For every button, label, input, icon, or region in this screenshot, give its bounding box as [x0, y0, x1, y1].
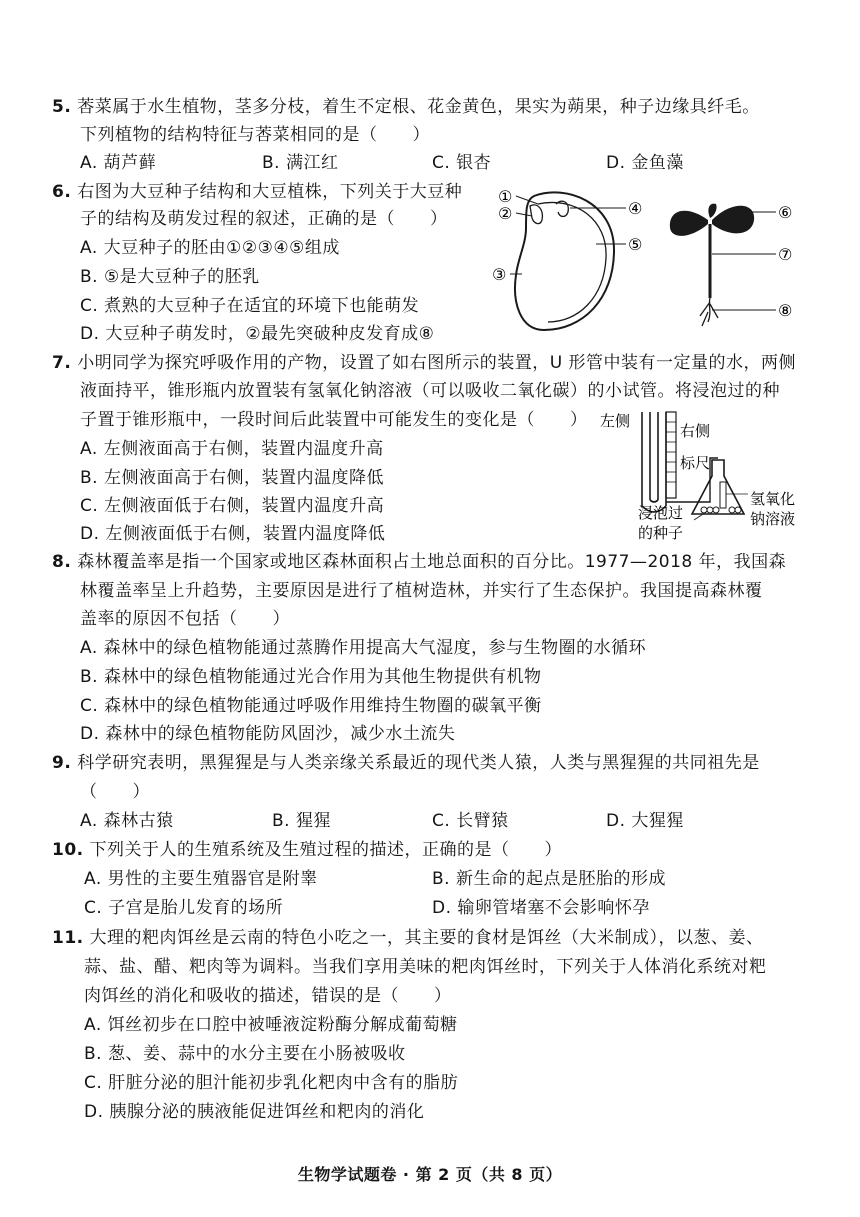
- q10-option-d: D. 输卵管堵塞不会影响怀孕: [432, 898, 650, 918]
- apparatus-left-label: 左侧: [600, 412, 631, 430]
- q8-line-2: 林覆盖率呈上升趋势，主要原因是进行了植树造林，并实行了生态保护。我国提高森林覆: [80, 581, 763, 601]
- q5-line-1: [52, 96, 760, 118]
- apparatus-seed-label-2: 的种子: [638, 524, 684, 542]
- q5-option-d: D. 金鱼藻: [606, 153, 684, 173]
- q9-number: 9.: [52, 753, 72, 773]
- q5-number: 5.: [52, 97, 72, 117]
- soybean-figure: [486, 180, 806, 340]
- q8-line-3: 盖率的原因不包括（ ）: [80, 609, 290, 629]
- q10-option-b: B. 新生命的起点是胚胎的形成: [432, 869, 666, 889]
- q9-option-a: A. 森林古猿: [80, 811, 174, 831]
- q8-line-1: [52, 551, 786, 573]
- seed-label-4: ④: [628, 199, 643, 218]
- apparatus-naoh-label-1: 氢氧化: [750, 490, 796, 508]
- plant-label-7: ⑦: [778, 245, 793, 264]
- q7-text-1: 小明同学为探究呼吸作用的产物，设置了如右图所示的装置，U 形管中装有一定量的水，两侧: [77, 353, 797, 373]
- plant-label-8: ⑧: [778, 301, 793, 320]
- plant-label-6: ⑥: [778, 203, 793, 222]
- seed-cotyledon-line: [538, 202, 606, 322]
- q5-text-1: 莕菜属于水生植物，茎多分枝，着生不定根、花金黄色，果实为蒴果，种子边缘具纤毛。: [77, 97, 760, 117]
- seed-embryo: [530, 205, 542, 224]
- q8-option-d: D. 森林中的绿色植物能防风固沙，减少水土流失: [80, 724, 456, 744]
- q11-number: 11.: [52, 928, 84, 948]
- seed-coat-outline: [515, 192, 614, 330]
- q6-option-b: B. ⑤是大豆种子的胚乳: [80, 267, 260, 287]
- q11-text-1: 大理的粑肉饵丝是云南的特色小吃之一，其主要的食材是饵丝（大米制成），以葱、姜、: [89, 928, 764, 948]
- q9-option-d: D. 大猩猩: [606, 811, 684, 831]
- q9-line-2: （ ）: [80, 782, 150, 802]
- plant-small-leaf: [708, 204, 716, 218]
- q11-option-d: D. 胰腺分泌的胰液能促进饵丝和粑肉的消化: [84, 1102, 425, 1122]
- q6-option-d: D. 大豆种子萌发时，②最先突破种皮发育成⑧: [80, 324, 435, 344]
- apparatus-right-label: 右侧: [680, 422, 711, 440]
- q5-option-c: C. 银杏: [432, 153, 492, 173]
- q11-option-a: A. 饵丝初步在口腔中被唾液淀粉酶分解成葡萄糖: [84, 1015, 458, 1035]
- q8-option-b: B. 森林中的绿色植物能通过光合作用为其他生物提供有机物: [80, 667, 542, 687]
- q9-option-c: C. 长臂猿: [432, 811, 509, 831]
- q11-option-b: B. 葱、姜、蒜中的水分主要在小肠被吸收: [84, 1044, 406, 1064]
- q5-line-2: 下列植物的结构特征与莕菜相同的是（ ）: [80, 125, 430, 145]
- q11-line-3: 肉饵丝的消化和吸收的描述，错误的是（ ）: [84, 986, 452, 1006]
- apparatus-seed-label-1: 浸泡过: [638, 504, 684, 522]
- apparatus-naoh-label-2: 钠溶液: [750, 510, 796, 528]
- q8-option-c: C. 森林中的绿色植物能通过呼吸作用维持生物圈的碳氧平衡: [80, 696, 542, 716]
- respiration-apparatus-figure: [600, 408, 810, 542]
- q8-number: 8.: [52, 552, 72, 572]
- ruler: [666, 412, 676, 498]
- q7-option-c: C. 左侧液面低于右侧，装置内温度升高: [80, 496, 385, 516]
- q7-option-a: A. 左侧液面高于右侧，装置内温度升高: [80, 439, 384, 459]
- q5-option-b: B. 满江红: [262, 153, 339, 173]
- seed-label-5: ⑤: [628, 235, 643, 254]
- q6-line-2: 子的结构及萌发过程的叙述，正确的是（ ）: [80, 209, 448, 229]
- q6-text-1: 右图为大豆种子结构和大豆植株，下列关于大豆种: [77, 182, 463, 202]
- q10-option-c: C. 子宫是胎儿发育的场所: [84, 898, 284, 918]
- apparatus-scale-label: 标尺: [680, 454, 711, 472]
- plant-left-leaf: [670, 211, 708, 236]
- q10-option-a: A. 男性的主要生殖器官是附睾: [84, 869, 318, 889]
- seed-label-3: ③: [492, 265, 507, 284]
- q7-line-3: 子置于锥形瓶中，一段时间后此装置中可能发生的变化是（ ）: [80, 410, 588, 430]
- plant-right-leaf: [712, 206, 754, 234]
- q10-text-1: 下列关于人的生殖系统及生殖过程的描述，正确的是（ ）: [89, 840, 563, 860]
- q8-text-1: 森林覆盖率是指一个国家或地区森林面积占土地总面积的百分比。1977—2018 年，我国森: [77, 552, 787, 572]
- q6-option-a: A. 大豆种子的胚由①②③④⑤组成: [80, 238, 340, 258]
- seed-label-2: ②: [498, 204, 513, 223]
- q6-option-c: C. 煮熟的大豆种子在适宜的环境下也能萌发: [80, 296, 420, 316]
- seed-label-1: ①: [498, 187, 513, 206]
- q5-option-a: A. 葫芦藓: [80, 153, 157, 173]
- q9-option-b: B. 猩猩: [272, 811, 331, 831]
- q7-number: 7.: [52, 353, 72, 373]
- q11-option-c: C. 肝脏分泌的胆汁能初步乳化粑肉中含有的脂肪: [84, 1073, 459, 1093]
- q9-text-1: 科学研究表明，黑猩猩是与人类亲缘关系最近的现代类人猿，人类与黑猩猩的共同祖先是: [77, 753, 760, 773]
- q11-line-2: 蒜、盐、醋、粑肉等为调料。当我们享用美味的粑肉饵丝时，下列关于人体消化系统对粑: [84, 957, 767, 977]
- small-test-tube: [720, 482, 726, 508]
- page-footer: 生物学试题卷 · 第 2 页（共 8 页）: [297, 1165, 563, 1184]
- q6-line-1: [52, 181, 462, 203]
- q7-option-b: B. 左侧液面高于右侧，装置内温度降低: [80, 468, 384, 488]
- q10-line-1: [52, 839, 562, 861]
- plant-root: [700, 298, 718, 326]
- q7-option-d: D. 左侧液面低于右侧，装置内温度降低: [80, 524, 386, 544]
- q6-number: 6.: [52, 182, 72, 202]
- q7-line-1: [52, 352, 796, 374]
- q7-line-2: 液面持平，锥形瓶内放置装有氢氧化钠溶液（可以吸收二氧化碳）的小试管。将浸泡过的种: [80, 381, 780, 401]
- q9-line-1: [52, 752, 760, 774]
- q10-number: 10.: [52, 840, 84, 860]
- q8-option-a: A. 森林中的绿色植物能通过蒸腾作用提高大气湿度，参与生物圈的水循环: [80, 638, 647, 658]
- q11-line-1: [52, 927, 764, 949]
